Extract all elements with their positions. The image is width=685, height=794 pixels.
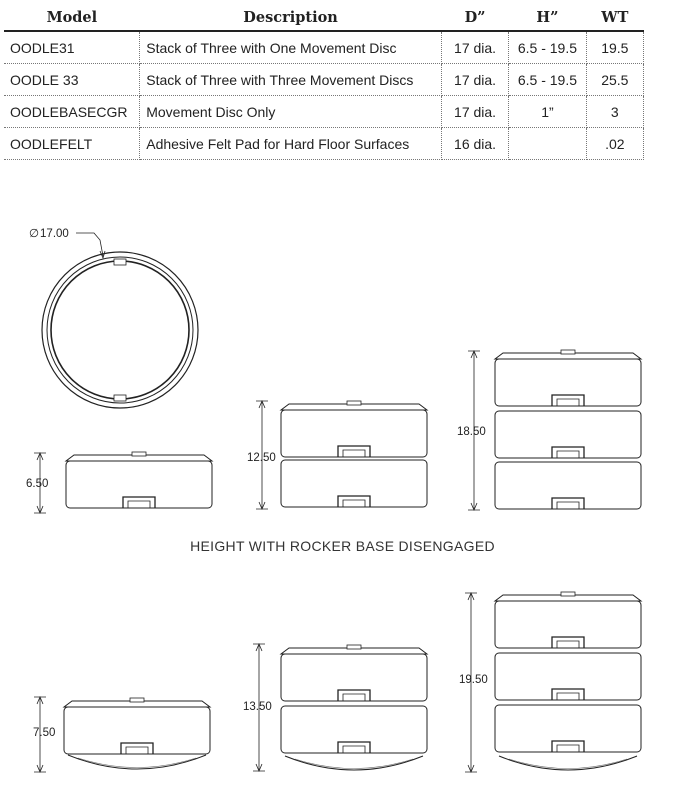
cell-diameter: 17 dia. — [441, 64, 508, 96]
header-description: Description — [140, 4, 442, 31]
cell-model: OODLE 33 — [4, 64, 140, 96]
cell-weight: 25.5 — [586, 64, 643, 96]
cell-height: 6.5 - 19.5 — [509, 31, 586, 64]
cell-height: 1” — [509, 96, 586, 128]
header-model: Model — [4, 4, 140, 31]
height-label-3: 18.50 — [457, 426, 486, 438]
cell-diameter: 16 dia. — [441, 128, 508, 160]
height-label-5: 13.50 — [243, 701, 272, 713]
header-height: H” — [509, 4, 586, 31]
section-caption: HEIGHT WITH ROCKER BASE DISENGAGED — [190, 538, 495, 554]
diameter-value: 17.00 — [40, 228, 69, 240]
cell-model: OODLEFELT — [4, 128, 140, 160]
height-label-6: 19.50 — [459, 674, 488, 686]
cell-weight: .02 — [586, 128, 643, 160]
height-label-2: 12.50 — [247, 452, 276, 464]
height-label-4: 7.50 — [33, 727, 56, 739]
engaged-single — [34, 697, 210, 772]
disengaged-double — [256, 401, 427, 509]
disengaged-single — [34, 452, 212, 513]
engaged-triple — [465, 592, 641, 772]
disengaged-triple — [468, 350, 641, 510]
cell-description: Movement Disc Only — [140, 96, 442, 128]
cell-description: Stack of Three with One Movement Disc — [140, 31, 442, 64]
height-label-1: 6.50 — [26, 478, 49, 490]
engaged-double — [253, 644, 427, 771]
header-diameter: D” — [441, 4, 508, 31]
cell-weight: 3 — [586, 96, 643, 128]
header-weight: WT — [586, 4, 643, 31]
diameter-label — [29, 228, 69, 240]
cell-weight: 19.5 — [586, 31, 643, 64]
cell-diameter: 17 dia. — [441, 96, 508, 128]
cell-description: Stack of Three with Three Movement Discs — [140, 64, 442, 96]
cell-model: OODLEBASECGR — [4, 96, 140, 128]
top-view — [42, 233, 198, 408]
diameter-symbol: ∅ — [29, 228, 40, 240]
cell-model: OODLE31 — [4, 31, 140, 64]
cell-diameter: 17 dia. — [441, 31, 508, 64]
cell-description: Adhesive Felt Pad for Hard Floor Surfaces — [140, 128, 442, 160]
cell-height: 6.5 - 19.5 — [509, 64, 586, 96]
